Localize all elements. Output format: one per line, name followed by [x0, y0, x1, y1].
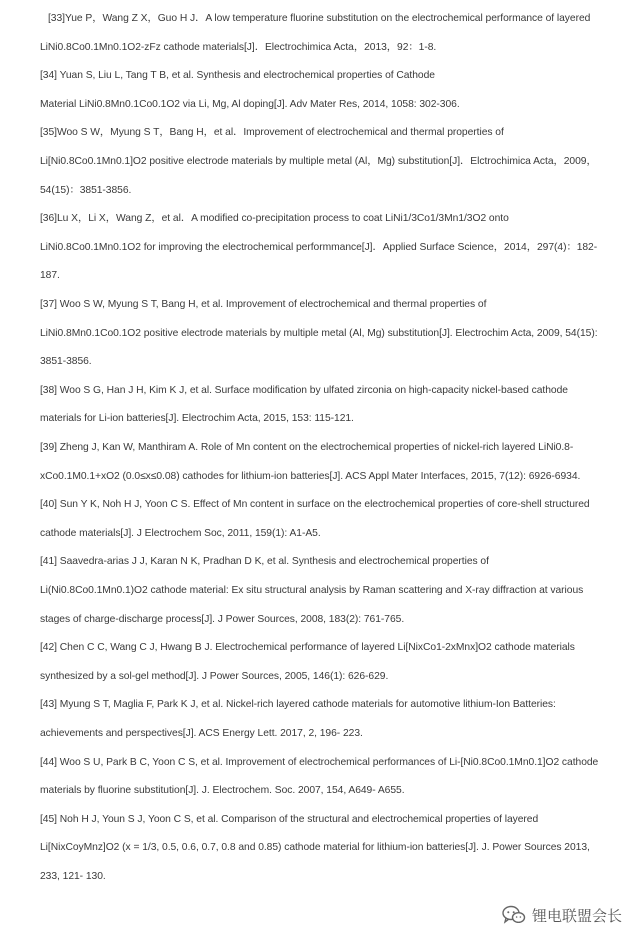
- wechat-icon: [502, 905, 526, 925]
- reference-line: [43] Myung S T, Maglia F, Park K J, et al. Nickel-rich layered cathode materials for automotive lithium-Ion Batteries:: [40, 699, 556, 711]
- reference-line: 187.: [40, 270, 60, 282]
- reference-line: Material LiNi0.8Mn0.1Co0.1O2 via Li, Mg, Al doping[J]. Adv Mater Res, 2014, 1058: 302-306.: [40, 98, 460, 110]
- reference-line: LiNi0.8Co0.1Mn0.1O2-zFz cathode materials[J]．Electrochimica Acta，2013，92：1-8.: [40, 41, 437, 53]
- reference-line: xCo0.1M0.1+xO2 (0.0≤x≤0.08) cathodes for lithium-ion batteries[J]. ACS Appl Mater Interfaces, 2015, 7(12): 6926-6934.: [40, 470, 581, 482]
- reference-line: [44] Woo S U, Park B C, Yoon C S, et al. Improvement of electrochemical performances of Li-[Ni0.8Co0.1Mn0.1]O2 cathode: [40, 756, 599, 768]
- reference-line: materials for Li-ion batteries[J]. Electrochim Acta, 2015, 153: 115-121.: [40, 413, 354, 425]
- reference-line: [42] Chen C C, Wang C J, Hwang B J. Electrochemical performance of layered Li[NixCo1-2xMnx]O2 cathode materials: [40, 642, 575, 654]
- reference-line: [35]Woo S W，Myung S T，Bang H，et al．Improvement of electrochemical and thermal properties of: [40, 127, 504, 139]
- reference-line: stages of charge-discharge process[J]. J Power Sources, 2008, 183(2): 761-765.: [40, 613, 405, 625]
- reference-line: [41] Saavedra-arias J J, Karan N K, Pradhan D K, et al. Synthesis and electrochemical properties of: [40, 556, 489, 568]
- reference-line: 54(15)：3851-3856.: [40, 184, 132, 196]
- reference-line: synthesized by a sol-gel method[J]. J Power Sources, 2005, 146(1): 626-629.: [40, 670, 389, 682]
- reference-line: [33]Yue P，Wang Z X，Guo H J．A low temperature fluorine substitution on the electrochemical performance of layered: [48, 13, 591, 24]
- watermark: [502, 900, 622, 930]
- reference-line: [34] Yuan S, Liu L, Tang T B, et al. Synthesis and electrochemical properties of Cathode: [40, 70, 435, 82]
- reference-line: LiNi0.8Co0.1Mn0.1O2 for improving the electrochemical performmance[J]．Applied Surface Science，2014，297(4)：182-: [40, 241, 598, 253]
- reference-line: 233, 121- 130.: [40, 871, 106, 882]
- reference-line: Li[NixCoyMnz]O2 (x = 1/3, 0.5, 0.6, 0.7, 0.8 and 0.85) cathode material for lithium-ion batteries[J]. J. Power Sources 2013,: [40, 842, 590, 854]
- reference-line: [39] Zheng J, Kan W, Manthiram A. Role of Mn content on the electrochemical properties of nickel-rich layered LiNi0.8-: [40, 442, 574, 453]
- reference-line: [37] Woo S W, Myung S T, Bang H, et al. Improvement of electrochemical and thermal properties of: [40, 299, 487, 310]
- reference-line: cathode materials[J]. J Electrochem Soc, 2011, 159(1): A1-A5.: [40, 527, 321, 539]
- reference-line: LiNi0.8Mn0.1Co0.1O2 positive electrode materials by multiple metal (Al, Mg) substitution[J]. Electrochim Acta, 2009, 54(15):: [40, 327, 598, 339]
- reference-line: 3851-3856.: [40, 356, 92, 368]
- reference-line: Li(Ni0.8Co0.1Mn0.1)O2 cathode material: Ex situ structural analysis by Raman scattering and X-ray diffraction at various: [40, 585, 584, 596]
- reference-line: [38] Woo S G, Han J H, Kim K J, et al. Surface modification by ulfated zirconia on high-capacity nickel-based cathode: [40, 384, 568, 396]
- reference-line: [40] Sun Y K, Noh H J, Yoon C S. Effect of Mn content in surface on the electrochemical properties of core-shell structured: [40, 499, 590, 511]
- reference-line: achievements and perspectives[J]. ACS Energy Lett. 2017, 2, 196- 223.: [40, 728, 363, 739]
- reference-line: [45] Noh H J, Youn S J, Yoon C S, et al. Comparison of the structural and electrochemical properties of layered: [40, 813, 539, 825]
- watermark-text: 锂电联盟会长: [531, 906, 622, 925]
- reference-line: [36]Lu X，Li X，Wang Z，et al．A modified co-precipitation process to coat LiNi1/3Co1/3Mn1/3O2 onto: [40, 213, 509, 225]
- reference-line: Li[Ni0.8Co0.1Mn0.1]O2 positive electrode materials by multiple metal (Al，Mg) substitution[J]．Elctrochimica Acta，2009，: [40, 156, 597, 167]
- reference-line: materials by fluorine substitution[J]. J. Electrochem. Soc. 2007, 154, A649- A655.: [40, 785, 405, 797]
